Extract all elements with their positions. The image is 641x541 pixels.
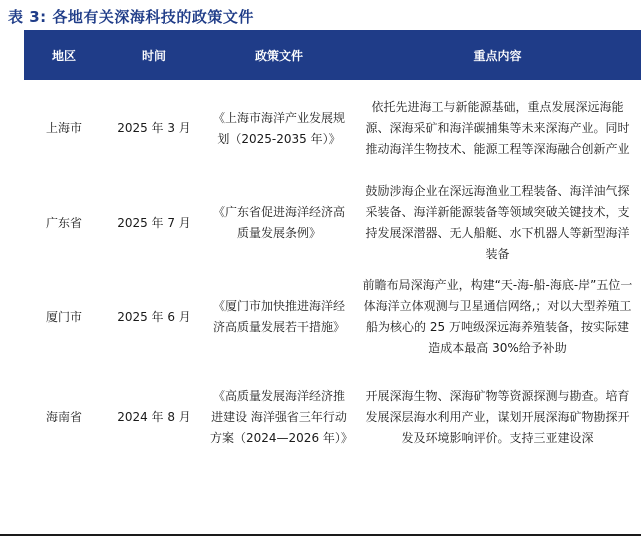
table-row (24, 365, 641, 469)
cell-region: 厦门市 (45, 309, 82, 324)
table-row (24, 269, 641, 365)
cell-time: 2025 年 3 月 (117, 121, 191, 135)
cell-time: 2025 年 6 月 (117, 309, 191, 324)
cell-document: 《高质量发展海洋经济推进建设 海洋强省三年行动方案（2024—2026 年）》 (210, 388, 353, 445)
table-header-row (24, 30, 641, 80)
policy-table (24, 30, 641, 469)
table-row (24, 80, 641, 177)
header-document: 政策文件 (204, 30, 354, 80)
cell-content: 开展深海生物、深海矿物等资源探测与勘查。培育发展深层海水利用产业，谋划开展深海矿物勘探开发及环境影响评价。支持三亚建设深 (365, 388, 630, 445)
cell-document: 《上海市海洋产业发展规划（2025-2035 年）》 (212, 110, 345, 146)
cell-time: 2025 年 7 月 (117, 215, 191, 230)
header-time: 时间 (104, 30, 204, 80)
cell-content: 前瞻布局深海产业，构建“天-海-船-海底-岸”五位一体海洋立体观测与卫星通信网络,；对以大型养殖工船为核心的 25 万吨级深远海养殖装备，按实际建造成本最高 30%给予补助 (362, 278, 633, 355)
cell-content: 依托先进海工与新能源基础，重点发展深远海能源、深海采矿和海洋碳捕集等未来深海产业。同时推动海洋生物技术、能源工程等深海融合创新产业 (365, 100, 630, 156)
cell-region: 海南省 (45, 409, 82, 424)
table-title: 表 3: 各地有关深海科技的政策文件 (8, 8, 254, 26)
cell-document: 《厦门市加快推进海洋经济高质量发展若干措施》 (212, 299, 345, 334)
header-region: 地区 (24, 30, 104, 80)
bottom-divider (0, 534, 641, 536)
cell-time: 2024 年 8 月 (117, 409, 191, 424)
cell-document: 《广东省促进海洋经济高质量发展条例》 (212, 205, 345, 240)
cell-region: 广东省 (45, 215, 82, 230)
cell-region: 上海市 (45, 121, 82, 135)
cell-content: 鼓励涉海企业在深远海渔业工程装备、海洋油气探采装备、海洋新能源装备等领域突破关键技术，支持发展深潜器、无人船艇、水下机器人等新型海洋装备 (365, 184, 630, 261)
table-row (24, 177, 641, 269)
header-content: 重点内容 (354, 30, 641, 80)
